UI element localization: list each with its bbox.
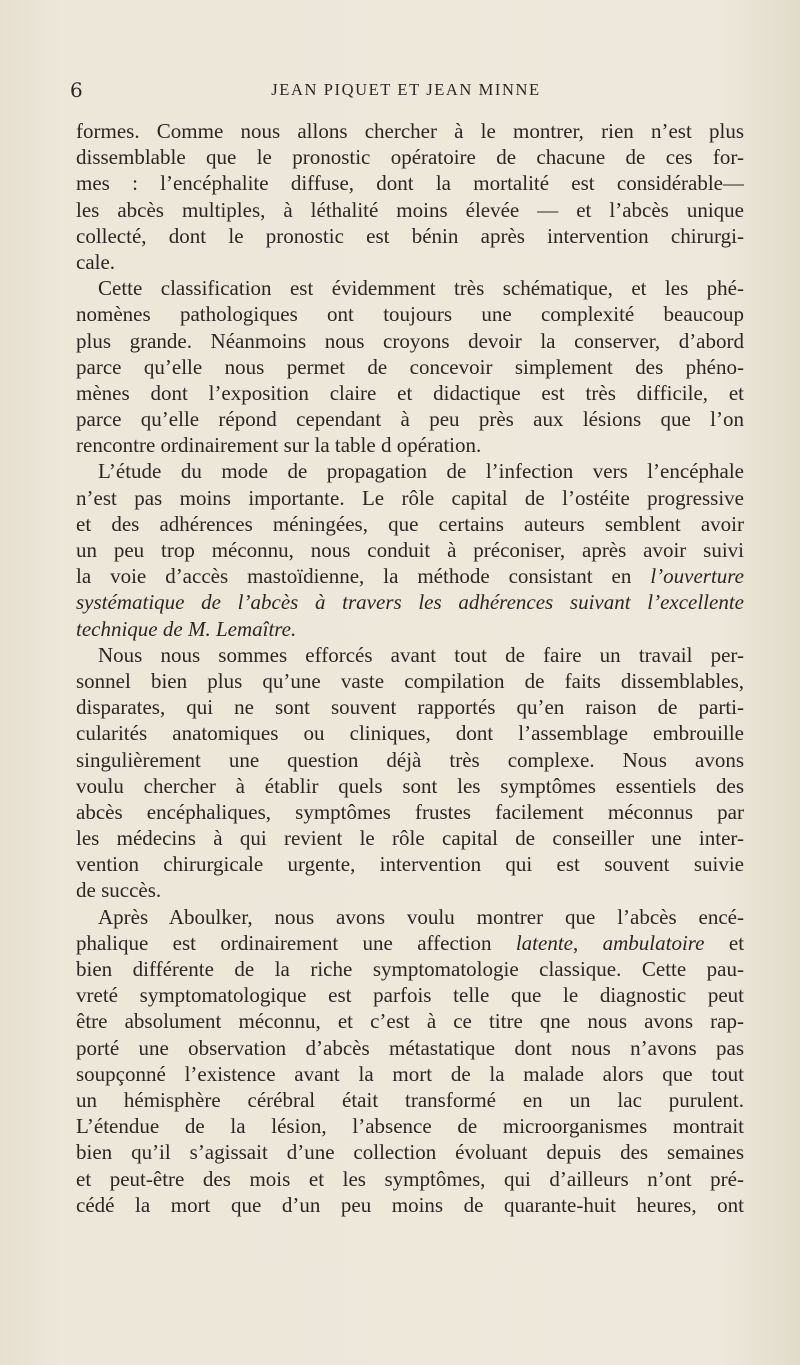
text-line: singulièrement une question déjà très complexe. Nous avons xyxy=(76,747,744,772)
paragraph-3 xyxy=(76,458,744,641)
text-line: Après Aboulker, nous avons voulu montrer que l’abcès encé- xyxy=(98,904,744,929)
text-line: Nous nous sommes efforcés avant tout de faire un travail per- xyxy=(98,642,744,667)
running-head: JEAN PIQUET ET JEAN MINNE xyxy=(271,80,541,99)
italic-run: ambulatoire xyxy=(602,930,705,955)
text-line: abcès encéphaliques, symptômes frustes facilement méconnus par xyxy=(76,799,744,824)
text-line: plus grande. Néanmoins nous croyons devoir la conserver, d’abord xyxy=(76,328,744,353)
text-run: phalique est ordinairement une affection xyxy=(76,930,492,955)
italic-run: systématique de l’abcès à travers les adhérences suivant l’excellente xyxy=(76,590,744,615)
text-line: vention chirurgicale urgente, intervention qui est souvent suivie xyxy=(76,852,744,877)
text-line: cédé la mort que d’un peu moins de quarante-huit heures, ont xyxy=(76,1192,744,1217)
text-line: porté une observation d’abcès métastatique dont nous n’avons pas xyxy=(76,1035,744,1060)
text-line: les abcès multiples, à léthalité moins élevée — et l’abcès unique xyxy=(76,197,744,222)
text-run: et xyxy=(728,930,744,955)
text-line: les médecins à qui revient le rôle capital de conseiller une inter- xyxy=(76,826,744,851)
text-line: sonnel bien plus qu’une vaste compilation de faits dissemblables, xyxy=(76,668,744,693)
italic-run: technique de M. Lemaître. xyxy=(76,616,297,641)
body-text xyxy=(76,118,744,1218)
text-line: parce qu’elle nous permet de concevoir simplement des phéno- xyxy=(76,354,744,379)
text-line: et peut-être des mois et les symptômes, qui d’ailleurs n’ont pré- xyxy=(76,1166,744,1191)
text-line: Cette classification est évidemment très schématique, et les phé- xyxy=(98,276,744,301)
text-line: voulu chercher à établir quels sont les symptômes essentiels des xyxy=(76,773,744,798)
paragraph-4 xyxy=(76,642,744,904)
text-line: bien différente de la riche symptomatologie classique. Cette pau- xyxy=(76,957,744,981)
text-line: être absolument méconnu, et c’est à ce titre qne nous avons rap- xyxy=(76,1009,744,1034)
text-line: dissemblable que le pronostic opératoire de chacune de ces for- xyxy=(76,145,744,170)
text-line: cale. xyxy=(76,249,116,274)
paragraph-1 xyxy=(76,118,744,275)
text-line: soupçonné l’existence avant la mort de la malade alors que tout xyxy=(76,1061,744,1086)
italic-run: latente xyxy=(515,930,573,955)
text-line: rencontre ordinairement sur la table d opération. xyxy=(76,433,482,458)
text-line: mènes dont l’exposition claire et didactique est très difficile, et xyxy=(76,380,744,405)
text-line: de succès. xyxy=(76,878,162,903)
text-run: la voie d’accès mastoïdienne, la méthode consistant en xyxy=(76,564,632,589)
text-line: n’est pas moins importante. Le rôle capital de l’ostéite progressive xyxy=(76,485,744,510)
text-line: disparates, qui ne sont souvent rapportés qu’en raison de parti- xyxy=(76,695,744,720)
text-line xyxy=(76,589,744,615)
text-line: formes. Comme nous allons chercher à le montrer, rien n’est plus xyxy=(76,119,744,143)
text-line: parce qu’elle répond cependant à peu près aux lésions que l’on xyxy=(76,407,744,432)
italic-run: l’ouverture xyxy=(650,564,744,589)
text-run: , xyxy=(572,930,579,955)
text-line: cularités anatomiques ou cliniques, dont l’assemblage embrouille xyxy=(76,721,744,746)
text-line: et des adhérences méningées, que certains auteurs semblent avoir xyxy=(76,511,744,536)
text-line: L’étendue de la lésion, l’absence de microorganismes montrait xyxy=(76,1114,744,1139)
page-number: 6 xyxy=(70,78,83,102)
text-line: bien qu’il s’agissait d’une collection évoluant depuis des semaines xyxy=(76,1140,744,1165)
page-header xyxy=(70,76,742,104)
text-line xyxy=(76,616,744,642)
paragraph-2 xyxy=(76,275,744,458)
text-line-mixed xyxy=(76,563,744,589)
paragraph-5 xyxy=(76,904,744,1218)
text-line: vreté symptomatologique est parfois telle que le diagnostic peut xyxy=(76,983,744,1008)
text-line-mixed xyxy=(76,930,744,956)
text-line: un hémisphère cérébral était transformé en un lac purulent. xyxy=(76,1087,744,1112)
text-line: L’étude du mode de propagation de l’infection vers l’encéphale xyxy=(98,459,744,484)
text-line: mes : l’encéphalite diffuse, dont la mortalité est considérable— xyxy=(76,171,744,196)
text-line: collecté, dont le pronostic est bénin après intervention chirurgi- xyxy=(76,223,744,248)
text-line: un peu trop méconnu, nous conduit à préconiser, après avoir suivi xyxy=(76,538,744,562)
text-line: nomènes pathologiques ont toujours une complexité beaucoup xyxy=(76,302,744,327)
